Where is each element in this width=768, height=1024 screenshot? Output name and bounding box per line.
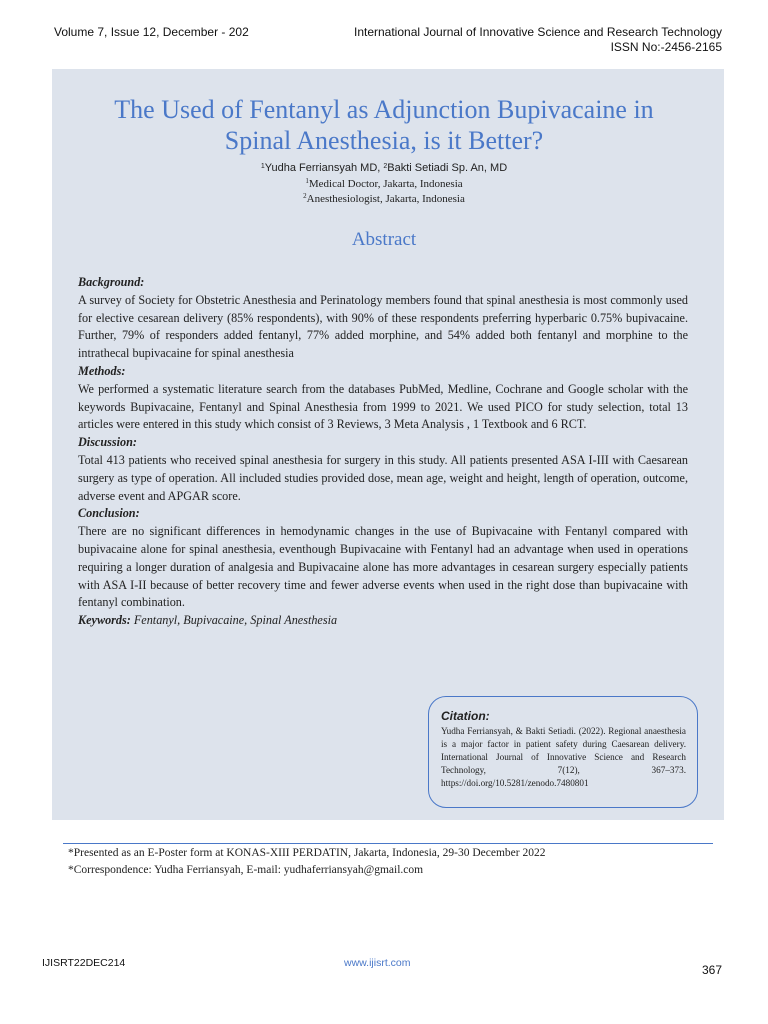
author-1-sup: 1 [260, 163, 265, 170]
footnote-presented: *Presented as an E-Poster form at KONAS-XIII PERDATIN, Jakarta, Indonesia, 29-30 December 2022 [68, 847, 546, 859]
discussion-heading: Discussion: [78, 435, 137, 450]
conclusion-text: There are no significant differences in hemodynamic changes in the use of Bupivacaine with Fentanyl compared with bupivacaine alone for spinal anesthesia, eventhough Bupivacaine with Fentanyl had an advantage when used in operations requiring a longer duration of analgesia and Bupivacaine alone has more advantages in cesarean surgery especially patients with ASA I-II because of better recovery time and fewer adverse events when used in the right dose than bupivacaine with fentanyl combination. [78, 524, 688, 610]
citation-box [428, 696, 698, 808]
citation-text: Yudha Ferriansyah, & Bakti Setiadi. (2022). Regional anaesthesia is a major factor in patient safety during Caesarean delivery. International Journal of Innovative Science and Research Technology, 7(12), 367–373. https://doi.org/10.5281/zenodo.7480801 [441, 726, 686, 788]
affiliation-1 [0, 178, 768, 190]
journal-name: International Journal of Innovative Science and Research Technology [353, 25, 722, 39]
citation-heading: Citation: [441, 709, 490, 723]
title-line-1: The Used of Fentanyl as Adjunction Bupivacaine in [114, 95, 654, 124]
author-list [0, 160, 768, 176]
abstract-heading: Abstract [351, 229, 417, 250]
volume-issue: Volume 7, Issue 12, December - 202 [54, 25, 249, 39]
title-line-2: Spinal Anesthesia, is it Better? [224, 126, 544, 155]
methods-text: We performed a systematic literature search from the databases PubMed, Medline, Cochrane and Google scholar with the keywords Bupivacaine, Fentanyl and Spinal Anesthesia from 1999 to 2021. We used PICO for study selection, total 13 articles were entered in this study which consist of 3 Reviews, 3 Meta Analysis , 1 Textbook and 6 RCT. [78, 381, 688, 432]
keywords-text: Fentanyl, Bupivacaine, Spinal Anesthesia [130, 613, 338, 628]
abstract-body [78, 274, 688, 630]
discussion-text: Total 413 patients who received spinal anesthesia for surgery in this study. All patients presented ASA I-III with Caesarean surgery as type of operation. All included studies provided dose, mean age, weight and height, length of operation, outcome, adverse event and APGAR score. [78, 452, 688, 503]
article-id: IJISRT22DEC214 [42, 957, 126, 969]
paper-title [0, 94, 768, 156]
journal-header [354, 25, 722, 55]
methods-heading: Methods: [78, 363, 126, 378]
affiliation-1-sup: 1 [305, 177, 309, 185]
affiliation-1-text: Medical Doctor, Jakarta, Indonesia [308, 178, 463, 190]
keywords-line [78, 612, 688, 630]
page-number: 367 [701, 963, 722, 977]
author-2: Bakti Setiadi Sp. An, MD [387, 162, 508, 174]
journal-url-link[interactable]: www.ijisrt.com [344, 957, 411, 969]
author-1: Yudha Ferriansyah MD, [264, 162, 384, 174]
background-heading: Background: [78, 275, 145, 289]
issn: ISSN No:-2456-2165 [610, 40, 722, 54]
background-text: A survey of Society for Obstetric Anesthesia and Perinatology members found that spinal anesthesia is most commonly used for elective cesarean delivery (85% respondents), with 90% of these respondents preferring hyperbaric 0.75% bupivacaine. Further, 79% of responders added fentanyl, 77% added morphine, and 54% added both fentanyl and morphine to the intrathecal bupivacaine for spinal anesthesia [78, 292, 688, 361]
keywords-label: Keywords: [78, 613, 131, 628]
conclusion-heading: Conclusion: [78, 506, 140, 521]
footnote-divider [63, 843, 713, 844]
affiliation-2 [0, 193, 768, 205]
author-2-sup: 2 [383, 163, 388, 170]
affiliation-2-sup: 2 [303, 192, 307, 200]
footnote-correspondence: *Correspondence: Yudha Ferriansyah, E-mail: yudhaferriansyah@gmail.com [68, 864, 424, 876]
affiliation-2-text: Anesthesiologist, Jakarta, Indonesia [306, 193, 465, 205]
